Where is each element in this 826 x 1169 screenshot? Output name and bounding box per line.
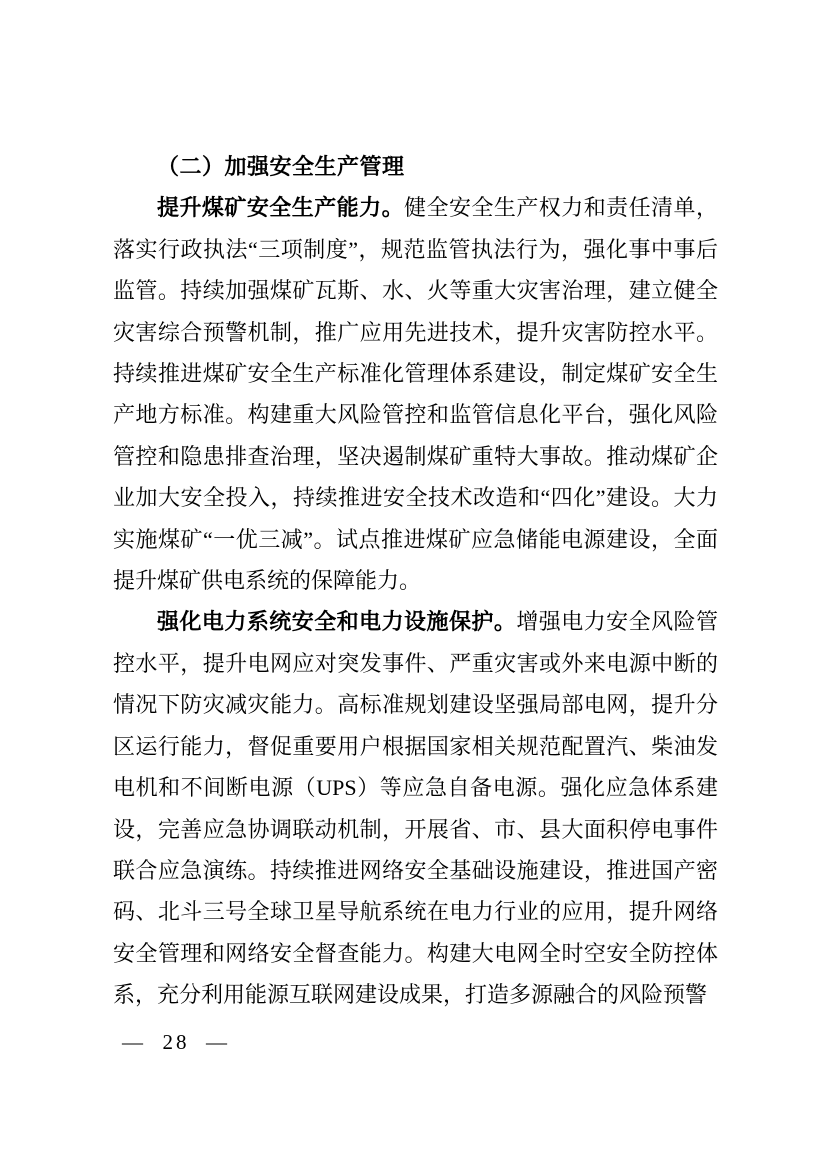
paragraph-body-coal-mine: 健全安全生产权力和责任清单，落实行政执法“三项制度”，规范监管执法行为，强化事中事后监管。持续加强煤矿瓦斯、水、火等重大灾害治理，建立健全灾害综合预警机制，推广应用先进技术，提升灾害防控水平。持续推进煤矿安全生产标准化管理体系建设，制定煤矿安全生产地方标准。构建重大风险管控和监管信息化平台，强化风险管控和隐患排查治理，坚决遏制煤矿重特大事故。推动煤矿企业加大安全投入，持续推进安全技术改造和“四化”建设。大力实施煤矿“一优三减”。试点推进煤矿应急储能电源建设，全面提升煤矿供电系统的保障能力。 [113,195,718,594]
paragraph-lead-power-system: 强化电力系统安全和电力设施保护。 [157,609,517,635]
section-heading: （二）加强安全生产管理 [157,154,405,179]
paragraph-body-power-system: 增强电力安全风险管控水平，提升电网应对突发事件、严重灾害或外来电源中断的情况下防灾减灾能力。高标准规划建设坚强局部电网，提升分区运行能力，督促重要用户根据国家相关规范配置汽、柴油发电机和不间断电源（UPS）等应急自备电源。强化应急体系建设，完善应急协调联动机制，开展省、市、县大面积停电事件联合应急演练。持续推进网络安全基础设施建设，推进国产密码、北斗三号全球卫星导航系统在电力行业的应用，提升网络安全管理和网络安全督查能力。构建大电网全时空安全防控体系，充分利用能源互联网建设成果，打造多源融合的风险预警 [113,609,718,1008]
page-content [113,146,718,1016]
paragraph-power-system-safety [113,601,718,1015]
page-number: — 28 — [122,1030,230,1054]
paragraph-coal-mine-safety [113,187,718,601]
paragraph-lead-coal-mine: 提升煤矿安全生产能力。 [157,195,405,221]
